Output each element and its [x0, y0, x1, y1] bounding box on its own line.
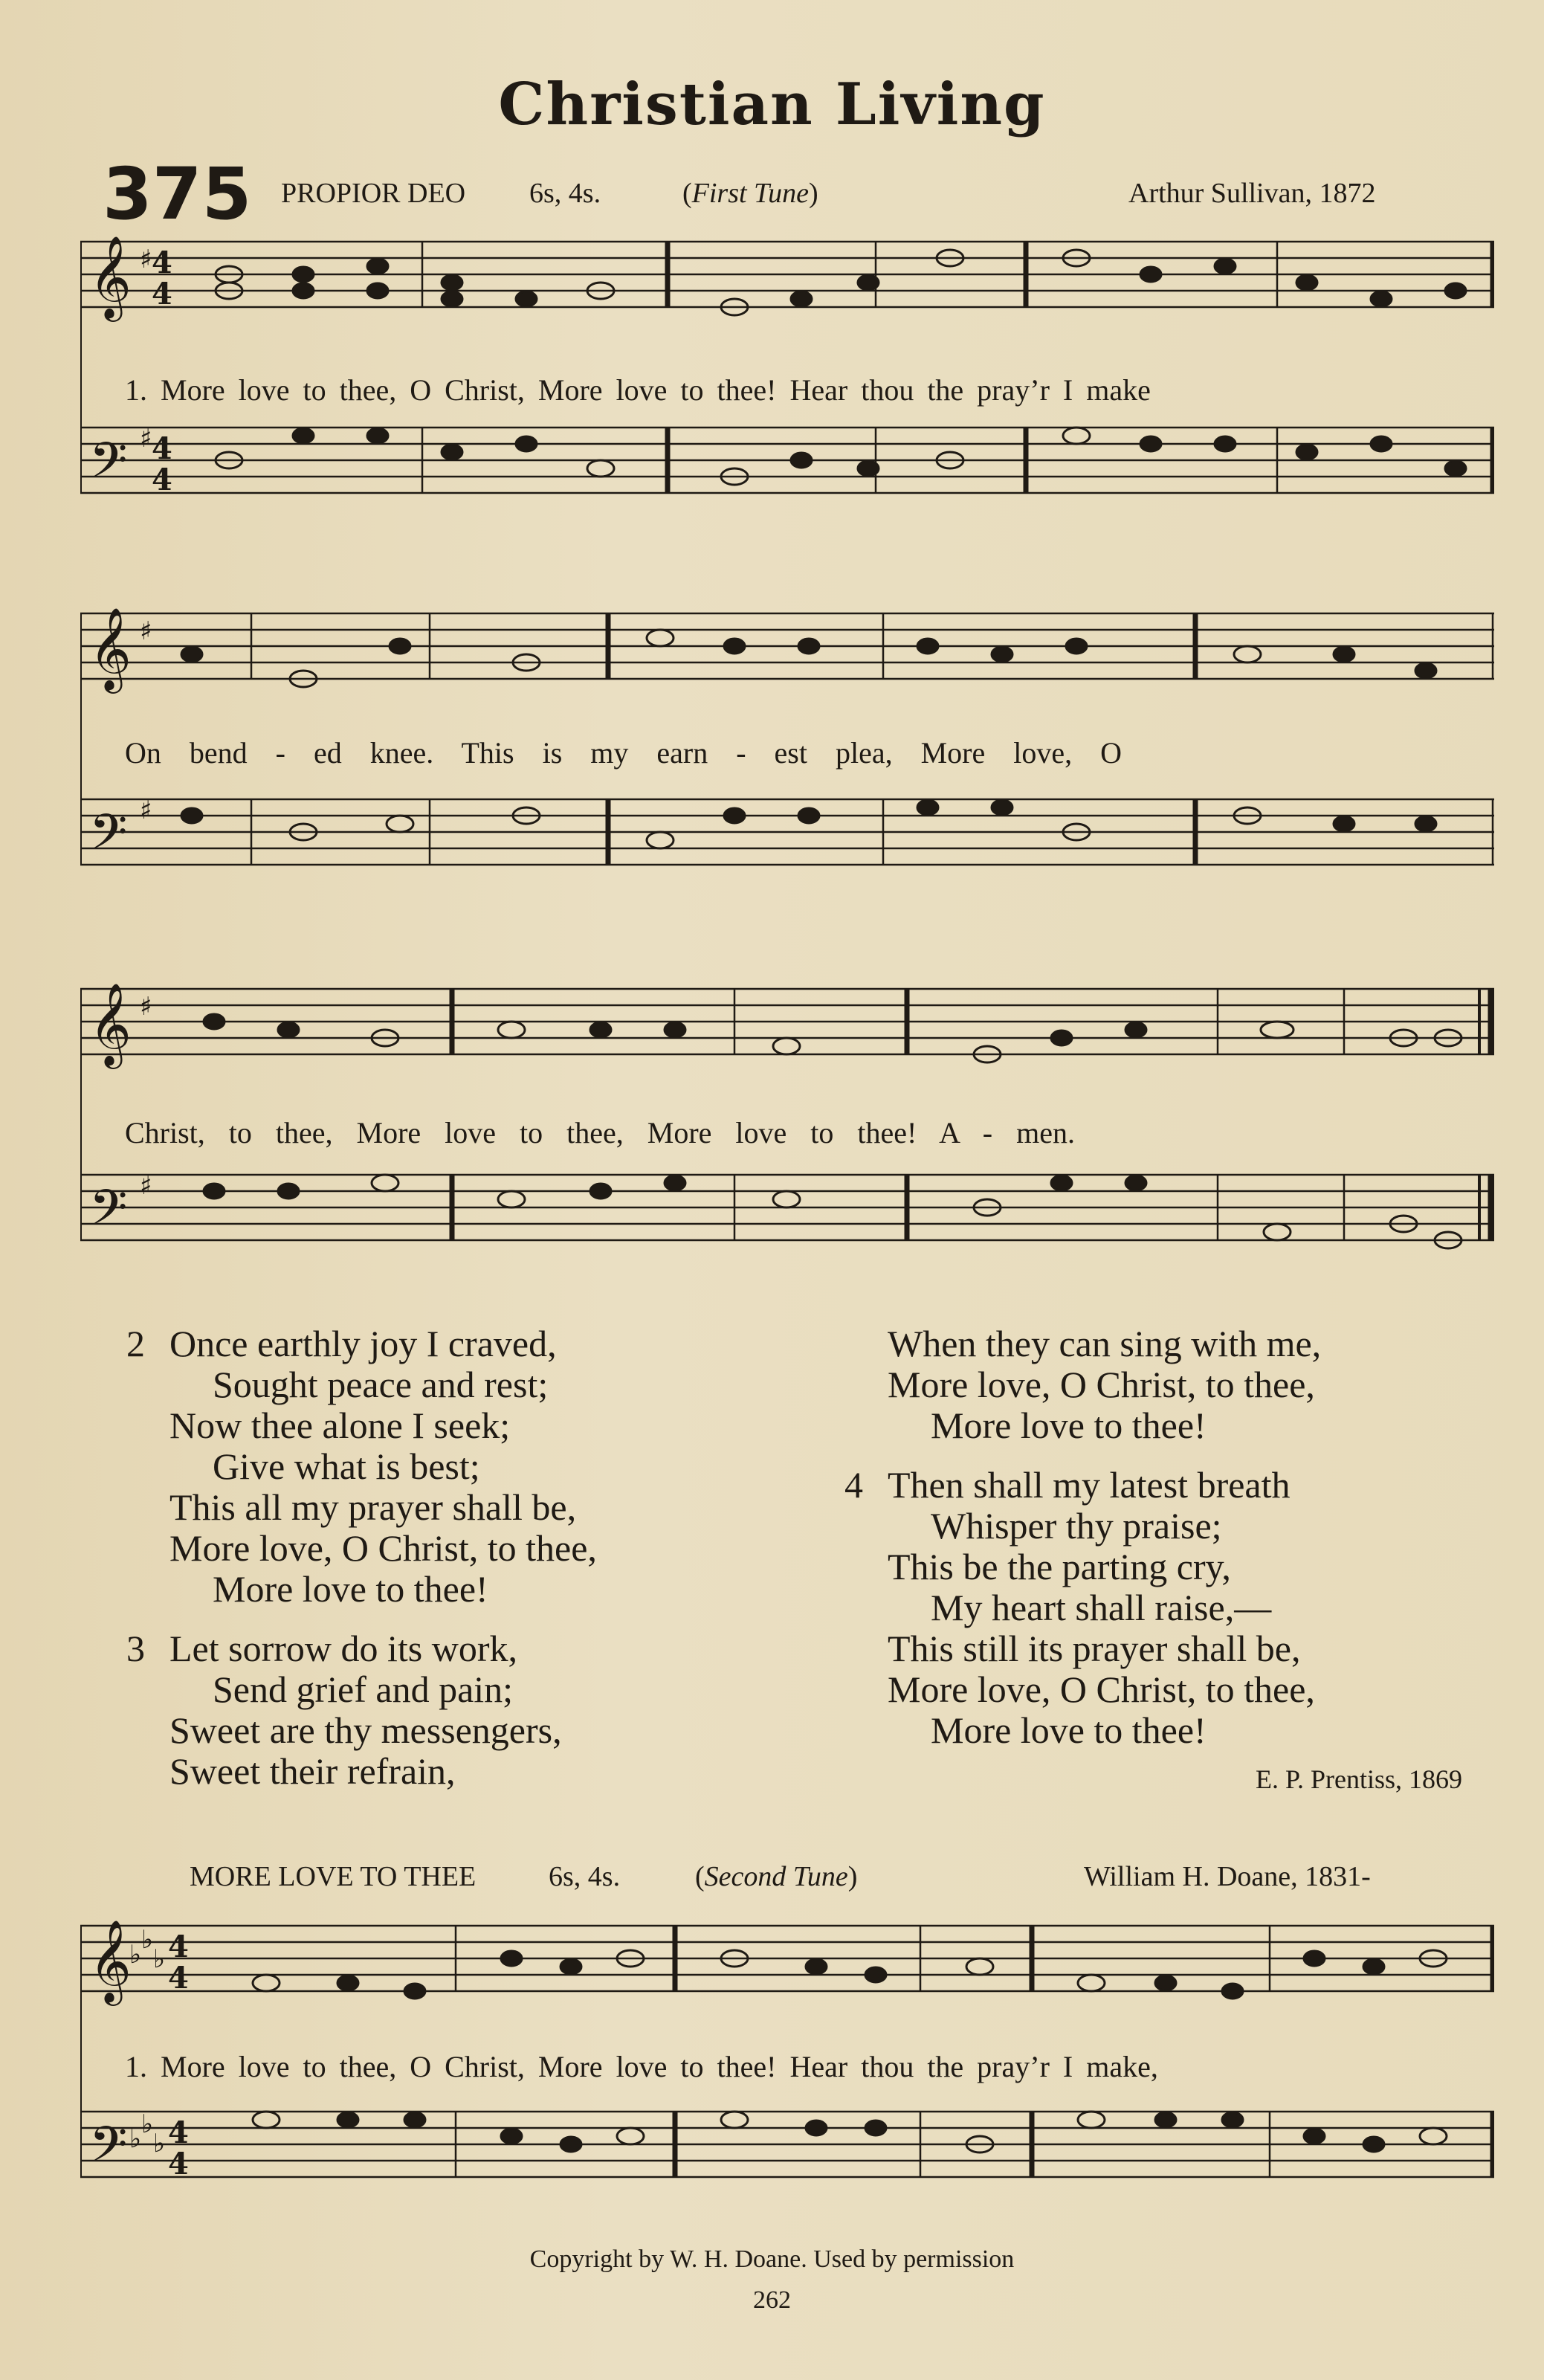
hymn-number: 375 [103, 152, 252, 236]
composer: Arthur Sullivan, 1872 [1128, 178, 1376, 209]
lyric-line-2: On bend - ed knee. This is my earn - est plea, More love, O [125, 736, 1123, 770]
verses-left-column [126, 1323, 795, 1810]
lyric-line-4: 1. More love to thee, O Christ, More love to thee! Hear thou the pray’r I make, [125, 2050, 1158, 2083]
svg-text:4: 4 [168, 1961, 189, 1996]
verse-number: 2 [126, 1323, 145, 1364]
verse-line [844, 1465, 1499, 1506]
music-system-4 [80, 1911, 1494, 2223]
svg-text:𝄢: 𝄢 [89, 1179, 128, 1248]
svg-text:𝄞: 𝄞 [89, 235, 132, 318]
verse-line: Whisper thy praise; [931, 1505, 1222, 1547]
svg-text:♭: ♭ [141, 1925, 154, 1955]
svg-text:𝄞: 𝄞 [89, 1919, 132, 2002]
svg-text:𝄢: 𝄢 [89, 432, 128, 501]
tune-note-open: ( [682, 178, 692, 209]
verse-line: Sweet their refrain, [169, 1750, 456, 1792]
verse-line: This be the parting cry, [888, 1546, 1231, 1587]
tune-note [682, 177, 818, 210]
svg-text:4: 4 [168, 2115, 189, 2150]
tune-name: PROPIOR DEO [281, 178, 466, 209]
lyric-line-3: Christ, to thee, More love to thee, More love to thee! A - men. [125, 1116, 1075, 1149]
copyright-notice: Copyright by W. H. Doane. Used by permission [529, 2245, 1015, 2273]
second-tune-note-close: ) [847, 1861, 858, 1892]
tune-note-close: ) [808, 178, 818, 209]
svg-text:4: 4 [152, 245, 172, 280]
svg-text:♯: ♯ [140, 616, 152, 646]
svg-text:4: 4 [168, 2147, 189, 2181]
svg-text:♭: ♭ [141, 2109, 154, 2139]
verse-line: More love, O Christ, to thee, [888, 1364, 1315, 1405]
svg-text:4: 4 [152, 462, 172, 497]
svg-text:𝄞: 𝄞 [89, 607, 132, 690]
second-tune-note-text: Second Tune [704, 1861, 848, 1892]
verse-line: This all my prayer shall be, [169, 1486, 577, 1528]
section-title: Christian Living [498, 71, 1046, 138]
second-tune-note-open: ( [695, 1861, 705, 1892]
verse-line-text: Let sorrow do its work, [169, 1628, 517, 1669]
svg-text:♯: ♯ [140, 796, 152, 825]
verse-line [126, 1323, 795, 1364]
lyricist: E. P. Prentiss, 1869 [1255, 1764, 1462, 1794]
verse-line: More love to thee! [213, 1568, 488, 1610]
verse-number: 4 [844, 1464, 863, 1506]
verse-line [126, 1628, 795, 1669]
verse-line-text: Once earthly joy I craved, [169, 1323, 557, 1364]
verse-line: This still its prayer shall be, [888, 1628, 1301, 1669]
svg-text:♭: ♭ [129, 1940, 142, 1970]
svg-text:4: 4 [168, 1929, 189, 1964]
verse-line: Now thee alone I seek; [169, 1405, 511, 1446]
tune-note-text: First Tune [691, 178, 809, 209]
verse-line: More love, O Christ, to thee, [169, 1527, 597, 1569]
svg-text:♭: ♭ [129, 2124, 142, 2154]
svg-text:4: 4 [152, 431, 172, 466]
verse-3 [126, 1628, 795, 1792]
verse-line: More love to thee! [931, 1709, 1207, 1751]
verse-line: My heart shall raise,— [931, 1587, 1272, 1628]
second-tune-meter: 6s, 4s. [549, 1861, 621, 1892]
second-tune-note [695, 1860, 857, 1893]
svg-text:♯: ♯ [140, 245, 152, 274]
verse-2 [126, 1323, 795, 1610]
lyric-line-1: 1. More love to thee, O Christ, More love to thee! Hear thou the pray’r I make [125, 373, 1151, 407]
svg-text:𝄢: 𝄢 [89, 804, 128, 873]
verse-3-continued [844, 1323, 1499, 1446]
page-number: 262 [753, 2286, 791, 2314]
verse-4 [844, 1465, 1499, 1751]
svg-text:♯: ♯ [140, 424, 152, 454]
music-system-1 [80, 227, 1494, 539]
verse-line: Send grief and pain; [213, 1668, 514, 1710]
verse-line: Sweet are thy messengers, [169, 1709, 562, 1751]
verses-right-column [844, 1323, 1499, 1770]
verse-line: More love, O Christ, to thee, [888, 1668, 1315, 1710]
second-tune-name: MORE LOVE TO THEE [190, 1861, 477, 1892]
verse-line: More love to thee! [931, 1405, 1207, 1446]
verse-line: Sought peace and rest; [213, 1364, 549, 1405]
verse-line: When they can sing with me, [888, 1323, 1322, 1364]
verse-line: Give what is best; [213, 1445, 480, 1487]
svg-text:♯: ♯ [140, 1171, 152, 1201]
music-system-2 [80, 599, 1494, 911]
svg-text:𝄞: 𝄞 [89, 982, 132, 1065]
svg-text:♭: ♭ [153, 1944, 166, 1974]
verse-number: 3 [126, 1628, 145, 1669]
verse-line-text: Then shall my latest breath [888, 1464, 1291, 1506]
svg-text:4: 4 [152, 277, 172, 312]
svg-text:♭: ♭ [153, 2129, 166, 2158]
svg-text:𝄢: 𝄢 [89, 2116, 128, 2185]
music-system-3 [80, 974, 1494, 1286]
tune-meter: 6s, 4s. [529, 178, 601, 209]
second-tune-composer: William H. Doane, 1831- [1084, 1861, 1371, 1892]
svg-text:♯: ♯ [140, 992, 152, 1022]
